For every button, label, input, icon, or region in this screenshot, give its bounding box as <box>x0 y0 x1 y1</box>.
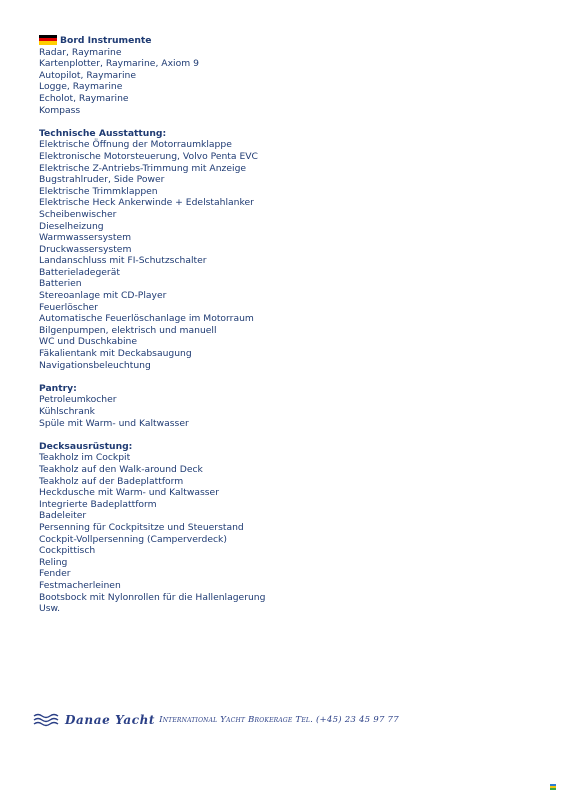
item-list <box>39 139 539 371</box>
list-item: Fender <box>39 568 71 580</box>
list-item: Badeleiter <box>39 510 87 522</box>
list-item: Stereoanlage mit CD-Player <box>39 290 167 302</box>
list-item: Festmacherleinen <box>39 579 121 591</box>
list-item: Cockpit-Vollpersenning (Camperverdeck) <box>39 533 227 545</box>
list-item: Teakholz auf der Badeplattform <box>39 475 184 487</box>
list-item: Elektrische Öffnung der Motorraumklappe <box>39 139 232 151</box>
brand-name: Danae Yacht <box>65 713 156 727</box>
list-item: Kompass <box>39 104 81 116</box>
list-item: Dieselheizung <box>39 220 104 232</box>
section-title: Pantry: <box>39 382 77 394</box>
list-item: Teakholz auf den Walk-around Deck <box>39 463 203 475</box>
list-item: Warmwassersystem <box>39 232 132 244</box>
list-item: Elektrische Trimmklappen <box>39 185 158 197</box>
section <box>39 35 539 116</box>
list-item: Spüle mit Warm- und Kaltwasser <box>39 417 189 429</box>
section-header <box>39 128 539 140</box>
section-title: Decksausrüstung: <box>39 440 133 452</box>
item-list <box>39 394 539 429</box>
list-item: Teakholz im Cockpit <box>39 452 131 464</box>
list-item: Reling <box>39 556 68 568</box>
section-title: Bord Instrumente <box>60 35 152 46</box>
list-item: Batterien <box>39 278 82 290</box>
german-flag-icon <box>39 35 57 45</box>
list-item: Elektrische Z-Antriebs-Trimmung mit Anzeige <box>39 162 247 174</box>
list-item: Bugstrahlruder, Side Power <box>39 174 165 186</box>
list-item: WC und Duschkabine <box>39 336 138 348</box>
list-item: Navigationsbeleuchtung <box>39 359 151 371</box>
list-item: Automatische Feuerlöschanlage im Motorraum <box>39 313 254 325</box>
footer <box>33 711 399 729</box>
list-item: Petroleumkocher <box>39 394 117 406</box>
list-item: Logge, Raymarine <box>39 81 123 93</box>
list-item: Usw. <box>39 603 61 615</box>
list-item: Landanschluss mit FI-Schutzschalter <box>39 255 207 267</box>
section <box>39 383 539 429</box>
item-list <box>39 452 539 614</box>
section <box>39 128 539 371</box>
document-body <box>39 35 539 626</box>
list-item: Persenning für Cockpitsitze und Steuerstand <box>39 521 244 533</box>
section-title: Technische Ausstattung: <box>39 127 167 139</box>
section <box>39 441 539 615</box>
list-item: Fäkalientank mit Deckabsaugung <box>39 348 192 360</box>
list-item: Druckwassersystem <box>39 243 132 255</box>
list-item: Bilgenpumpen, elektrisch und manuell <box>39 324 217 336</box>
list-item: Radar, Raymarine <box>39 46 122 58</box>
section-header <box>39 441 539 453</box>
list-item: Autopilot, Raymarine <box>39 69 136 81</box>
list-item: Elektrische Heck Ankerwinde + Edelstahlanker <box>39 197 254 209</box>
list-item: Kartenplotter, Raymarine, Axiom 9 <box>39 58 199 70</box>
list-item: Feuerlöscher <box>39 301 98 313</box>
list-item: Heckdusche mit Warm- und Kaltwasser <box>39 487 219 499</box>
footer-tagline: International Yacht Brokerage Tel. (+45) 23 45 97 77 <box>159 715 399 725</box>
list-item: Echolot, Raymarine <box>39 92 129 104</box>
list-item: Batterieladegerät <box>39 266 120 278</box>
list-item: Integrierte Badeplattform <box>39 498 157 510</box>
list-item: Bootsbock mit Nylonrollen für die Hallenlagerung <box>39 591 266 603</box>
item-list <box>39 47 539 117</box>
list-item: Elektronische Motorsteuerung, Volvo Penta EVC <box>39 150 258 162</box>
corner-mark-icon <box>550 784 556 790</box>
list-item: Kühlschrank <box>39 406 95 417</box>
waves-logo-icon <box>33 711 61 729</box>
section-header <box>39 383 539 395</box>
list-item: Cockpittisch <box>39 545 96 557</box>
section-header <box>39 35 539 47</box>
list-item: Scheibenwischer <box>39 208 117 220</box>
